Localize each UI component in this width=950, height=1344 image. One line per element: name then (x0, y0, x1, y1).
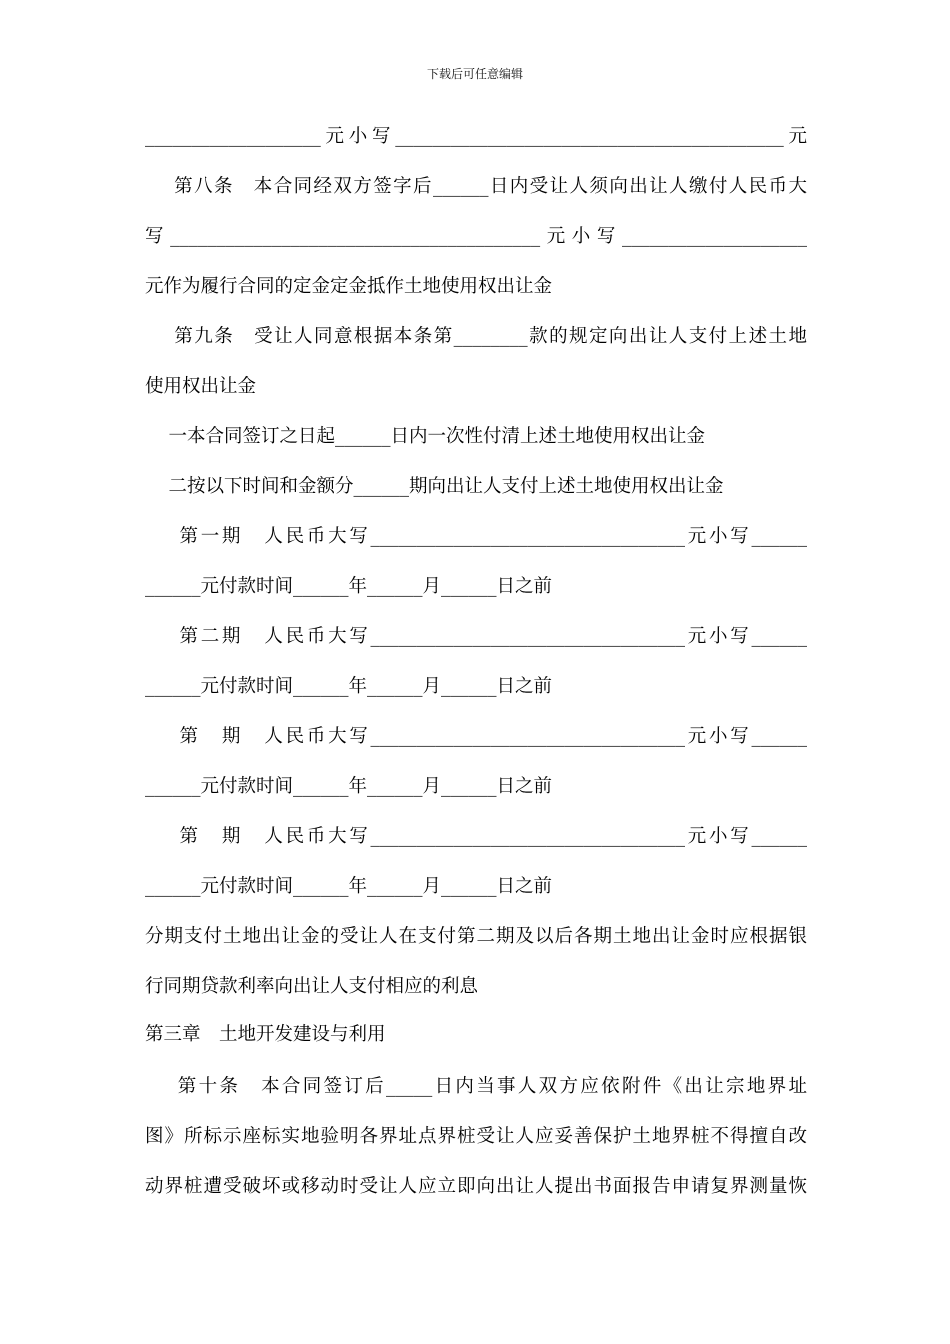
chapter-3-heading: 第三章 土地开发建设与利用 (145, 1024, 386, 1045)
installment-1-date: ______元付款时间______年______月______日之前 (145, 576, 553, 597)
installment-4-date: ______元付款时间______年______月______日之前 (145, 876, 553, 897)
article-8-line: 第八条 本合同经双方签字后______日内受让人须向出让人缴付人民币大 (145, 176, 807, 197)
article-10-line-1: 第十条 本合同签订后_____日内当事人双方应依附件《出让宗地界址 (145, 1076, 807, 1097)
installment-3-date: ______元付款时间______年______月______日之前 (145, 776, 553, 797)
installment-4-line: 第 期 人民币大写__________________________________元小写______ (145, 826, 807, 847)
interest-clause-line-1: 分期支付土地出让金的受让人在支付第二期及以后各期土地出让金时应根据银 (145, 926, 807, 947)
installment-1-line: 第一期 人民币大写__________________________________元小写______ (145, 526, 807, 547)
text-line-3: 写________________________________________元小写____________________ (145, 226, 807, 247)
payment-option-2: 二按以下时间和金额分______期向出让人支付上述土地使用权出让金 (145, 476, 724, 497)
installment-3-line: 第 期 人民币大写__________________________________元小写______ (145, 726, 807, 747)
text-line-6: 使用权出让金 (145, 376, 257, 397)
text-line-4: 元作为履行合同的定金定金抵作土地使用权出让金 (145, 276, 553, 297)
payment-option-1: 一本合同签订之日起______日内一次性付清上述土地使用权出让金 (145, 426, 706, 447)
article-10-line-3: 动界桩遭受破坏或移动时受让人应立即向出让人提出书面报告申请复界测量恢 (145, 1176, 807, 1197)
installment-2-line: 第二期 人民币大写__________________________________元小写______ (145, 626, 807, 647)
page-header: 下载后可任意编辑 (426, 67, 523, 81)
article-10-line-2: 图》所标示座标实地验明各界址点界桩受让人应妥善保护土地界桩不得擅自改 (145, 1126, 807, 1147)
text-line-1: ___________________元小写__________________________________________元 (145, 126, 807, 147)
installment-2-date: ______元付款时间______年______月______日之前 (145, 676, 553, 697)
interest-clause-line-2: 行同期贷款利率向出让人支付相应的利息 (145, 976, 479, 997)
article-9-line: 第九条 受让人同意根据本条第________款的规定向出让人支付上述土地 (145, 326, 807, 347)
